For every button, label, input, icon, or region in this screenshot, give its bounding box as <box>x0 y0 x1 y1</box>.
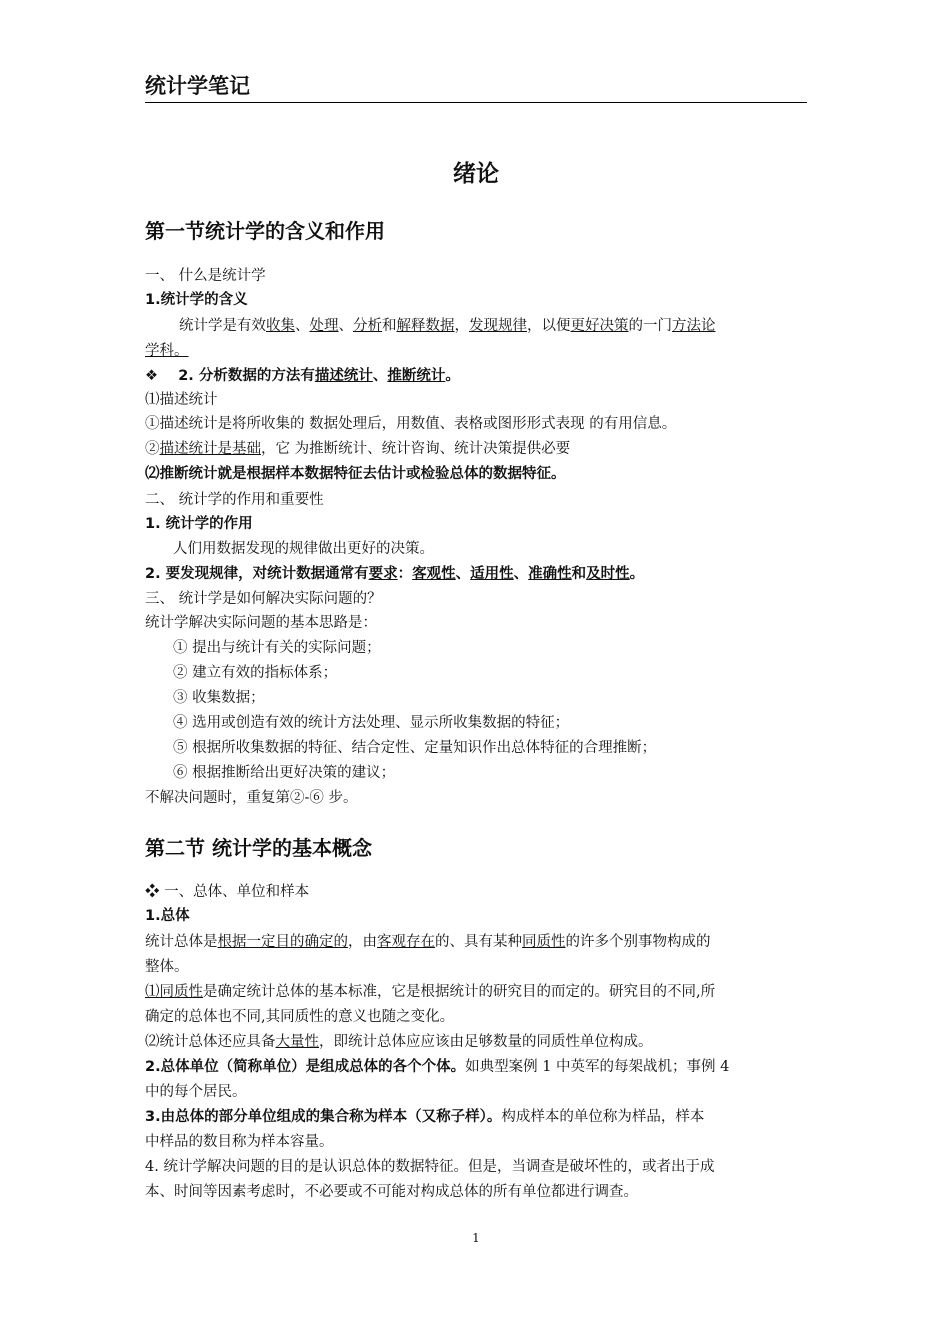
quantity-para: ⑵统计总体还应具备大量性，即统计总体应应该由足够数量的同质性单位构成。 <box>145 1034 653 1050</box>
step-3: ③ 收集数据； <box>173 690 265 706</box>
sample-para-2: 中样品的数目称为样本容量。 <box>145 1134 334 1150</box>
chapter-title: 绪论 <box>453 161 499 187</box>
subsection-population: ❖ 一、总体、单位和样本 <box>145 884 310 900</box>
heading-requirements: 2. 要发现规律，对统计数据通常有要求：客观性、适用性、准确性和及时性。 <box>145 566 645 582</box>
purpose-para: 4. 统计学解决问题的目的是认识总体的数据特征。但是，当调查是破坏性的，或者出于成 <box>145 1159 715 1175</box>
unit-para: 2.总体单位（简称单位）是组成总体的各个个体。如典型案例 1 中英军的每架战机；事例 4 <box>145 1059 730 1075</box>
descriptive-stats-label: ⑴描述统计 <box>145 392 218 408</box>
repeat-note: 不解决问题时，重复第②-⑥ 步。 <box>145 790 358 806</box>
step-1: ① 提出与统计有关的实际问题； <box>173 640 381 656</box>
step-6: ⑥ 根据推断给出更好决策的建议； <box>173 765 396 781</box>
inferential-stats-line: ⑵推断统计就是根据样本数据特征去估计或检验总体的数据特征。 <box>145 466 566 482</box>
sample-para: 3.由总体的部分单位组成的集合称为样本（又称子样）。构成样本的单位称为样品，样本 <box>145 1109 705 1125</box>
population-def: 统计总体是根据一定目的确定的，由客观存在的、具有某种同质性的许多个别事物构成的 <box>145 934 711 950</box>
heading-analysis-methods: ❖ 2. 分析数据的方法有描述统计、推断统计。 <box>145 368 460 384</box>
descriptive-stats-item-2: ②描述统计是基础，它 为推断统计、统计咨询、统计决策提供必要 <box>145 441 571 457</box>
page-number: 1 <box>472 1231 480 1245</box>
purpose-para-2: 本、时间等因素考虑时，不必要或不可能对构成总体的所有单位都进行调查。 <box>145 1184 638 1200</box>
heading-meaning: 1.统计学的含义 <box>145 292 248 308</box>
homogeneity-para: ⑴同质性是确定统计总体的基本标准，它是根据统计的研究目的而定的。研究目的不同,所 <box>145 984 716 1000</box>
section-2-heading: 第二节 统计学的基本概念 <box>145 836 372 860</box>
running-header: 统计学笔记 <box>145 70 807 103</box>
definition-line-2: 学科。 <box>145 343 189 359</box>
subsection-how: 三、 统计学是如何解决实际问题的？ <box>145 591 382 607</box>
population-def-2: 整体。 <box>145 959 189 975</box>
homogeneity-para-2: 确定的总体也不同,其同质性的意义也随之变化。 <box>145 1009 455 1025</box>
step-5: ⑤ 根据所收集数据的特征、结合定性、定量知识作出总体特征的合理推断； <box>173 740 657 756</box>
step-4: ④ 选用或创造有效的统计方法处理、显示所收集数据的特征； <box>173 715 570 731</box>
definition-line: 统计学是有效收集、处理、分析和解释数据，发现规律，以便更好决策的一门方法论 <box>179 318 716 334</box>
unit-para-2: 中的每个居民。 <box>145 1084 247 1100</box>
steps-intro: 统计学解决实际问题的基本思路是： <box>145 615 377 631</box>
subsection-role: 二、 统计学的作用和重要性 <box>145 492 324 508</box>
subsection-what-is-statistics: 一、 什么是统计学 <box>145 268 266 284</box>
heading-role: 1. 统计学的作用 <box>145 516 253 532</box>
step-2: ② 建立有效的指标体系； <box>173 665 338 681</box>
descriptive-stats-item-1: ①描述统计是将所收集的 数据处理后，用数值、表格或图形形式表现 的有用信息。 <box>145 416 677 432</box>
heading-population: 1.总体 <box>145 908 190 924</box>
section-1-heading: 第一节统计学的含义和作用 <box>145 219 385 243</box>
role-text: 人们用数据发现的规律做出更好的决策。 <box>173 541 434 557</box>
